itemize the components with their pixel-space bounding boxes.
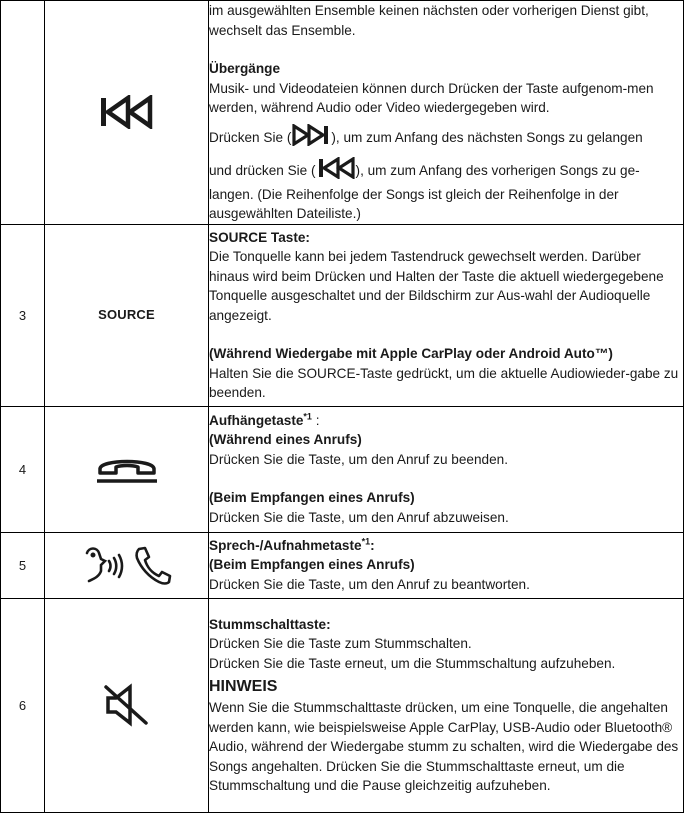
paragraph-prev [209, 157, 683, 224]
condition-heading: (Beim Empfangen eines Anrufs) [209, 490, 415, 506]
note-title: HINWEIS [209, 678, 278, 695]
heading-suffix: : [370, 537, 375, 553]
voice-and-phone-icon [79, 543, 175, 587]
footnote-marker: *1 [361, 536, 371, 547]
icon-cell [45, 532, 209, 598]
section-heading: Übergänge [209, 61, 281, 76]
hang-up-icon [94, 453, 160, 485]
description-cell [209, 224, 684, 406]
skip-forward-icon [291, 124, 331, 152]
heading-text: Sprech-/Aufnahmetaste [209, 537, 362, 553]
paragraph: im ausgewählten Ensemble keinen nächsten oder vorherigen Dienst gibt, wechselt das Ensemble. [209, 3, 649, 38]
voice-recognition-icon [87, 549, 122, 582]
paragraph: Drücken Sie die Taste erneut, um die Stummschaltung aufzuheben. [209, 655, 616, 671]
mute-icon [102, 683, 152, 727]
section-heading: Stummschalttaste: [209, 616, 331, 632]
paragraph-next [209, 124, 683, 152]
condition-heading: (Während Wiedergabe mit Apple CarPlay oder Android Auto™) [209, 346, 613, 361]
note-text: Wenn Sie die Stummschalttaste drücken, um eine Tonquelle, die angehalten werden kann, wie beispielsweise Apple CarPlay, USB-Audio oder Bluetooth® Audio, während der Wiedergabe stumm zu schalten, wird die Wiedergabe des Songs angehalten. Drücken Sie die Stummschalttaste erneut, um die Stummschaltung und die Pause gleichzeitig aufzuheben. [209, 700, 679, 793]
row-number: 6 [1, 598, 45, 812]
row-number-cell [1, 1, 45, 225]
source-label: SOURCE [98, 307, 155, 322]
table-row-prev-next [1, 1, 684, 225]
paragraph: Halten Sie die SOURCE-Taste gedrückt, um die aktuelle Audiowieder-gabe zu beenden. [209, 365, 679, 400]
phone-icon [136, 548, 169, 584]
table-row-talk [1, 532, 684, 598]
section-heading [209, 536, 683, 556]
section-heading [209, 411, 683, 431]
text: ), um zum Anfang des nächsten Songs zu gelangen [331, 129, 643, 145]
condition-heading: (Beim Empfangen eines Anrufs) [209, 557, 415, 573]
paragraph: Musik- und Videodateien können durch Drücken der Taste aufgenom-men werden, während Audio oder Video wiedergegeben wird. [209, 80, 654, 115]
text: Drücken Sie ( [209, 129, 292, 145]
description-cell [209, 532, 684, 598]
paragraph: Die Tonquelle kann bei jedem Tastendruck gewechselt werden. Darüber hinaus wird beim Drücken und Halten der Taste die aktuell wiedergegebene Tonquelle ausgeschaltet und der Bildschirm zur Aus-wahl der Audioquelle angezeigt. [209, 249, 664, 323]
footnote-marker: *1 [303, 411, 312, 422]
table-row-hangup [1, 406, 684, 532]
condition-heading: (Während eines Anrufs) [209, 432, 362, 448]
icon-cell [45, 1, 209, 225]
paragraph: Drücken Sie die Taste, um den Anruf zu beantworten. [209, 576, 530, 592]
text: und drücken Sie ( [209, 163, 316, 178]
row-number: 3 [1, 224, 45, 406]
table-row-source [1, 224, 684, 406]
skip-back-icon-inline [316, 157, 356, 185]
icon-cell [45, 406, 209, 532]
description-cell [209, 1, 684, 225]
description-cell [209, 598, 684, 812]
paragraph: Drücken Sie die Taste zum Stummschalten. [209, 636, 472, 651]
skip-back-icon [99, 95, 155, 129]
icon-cell [45, 224, 209, 406]
text: ), um zum Anfang des vorherigen Songs zu ge-langen. (Die Reihenfolge der Songs ist gleich der Reihenfolge in der ausgewählten Dateiliste.) [209, 163, 640, 221]
icon-cell [45, 598, 209, 812]
section-heading: SOURCE Taste: [209, 229, 310, 245]
table-row-mute [1, 598, 684, 812]
heading-suffix: : [311, 412, 320, 428]
description-cell [209, 406, 684, 532]
row-number: 4 [1, 406, 45, 532]
paragraph: Drücken Sie die Taste, um den Anruf zu beenden. [209, 451, 509, 467]
row-number: 5 [1, 532, 45, 598]
paragraph: Drücken Sie die Taste, um den Anruf abzuweisen. [209, 509, 509, 525]
heading-text: Aufhängetaste [209, 412, 304, 428]
